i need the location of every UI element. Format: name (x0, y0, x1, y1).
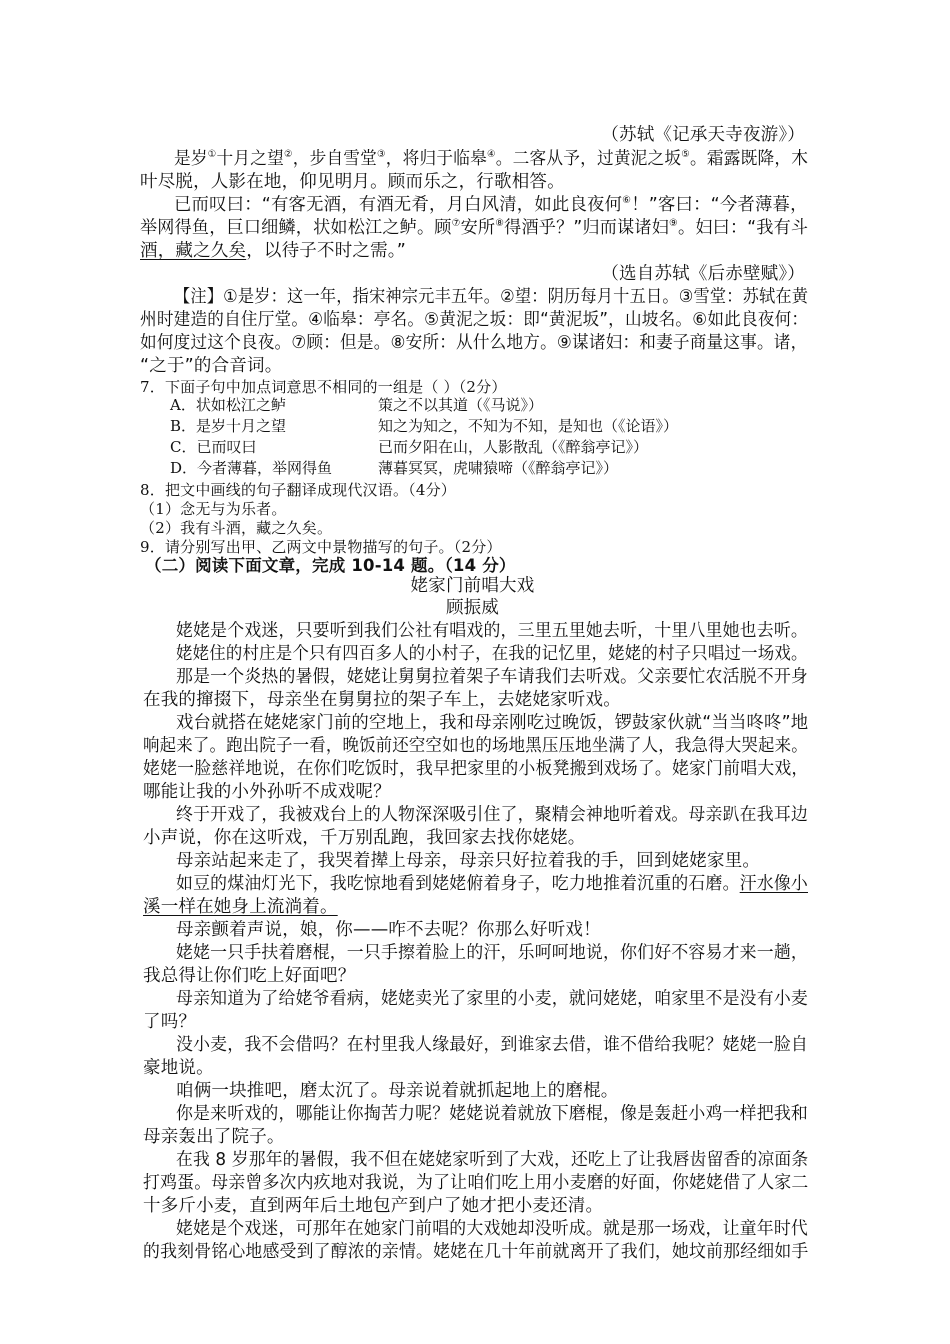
question-8-1: （1）念无与为乐者。 (140, 500, 287, 518)
q7-option-a-right: 策之不以其道（《马说》） (378, 396, 544, 414)
story-title: 姥家门前唱大戏 (410, 576, 535, 596)
notes-line: “之于”的合音词。 (140, 356, 283, 376)
story-line: 豪地说。 (143, 1058, 214, 1078)
q7-option-d-left: D．今者薄暮，举网得鱼 (170, 459, 333, 477)
story-line: 姥姥住的村庄是个只有四百多人的小村子，在我的记忆里，姥姥的村子只唱过一场戏。 (176, 644, 808, 664)
passage-b-line: 举网得鱼，巨口细鳞，状如松江之鲈。顾⑦安所⑧得酒乎？”归而谋诸妇⑨。妇曰：“我有斗 (140, 218, 809, 238)
underlined-sentence: 汗水像小 (739, 874, 808, 894)
story-line: 终于开戏了，我被戏台上的人物深深吸引住了，聚精会神地听着戏。母亲趴在我耳边 (176, 805, 808, 825)
story-line: 你是来听戏的，哪能让你掏苦力呢？姥姥说着就放下磨棍，像是轰赶小鸡一样把我和 (176, 1104, 808, 1124)
story-line: 十多斤小麦，直到两年后土地包产到户了她才把小麦还清。 (143, 1196, 604, 1216)
question-8-2: （2）我有斗酒，藏之久矣。 (140, 519, 333, 537)
question-9: 9．请分别写出甲、乙两文中景物描写的句子。（2分） (140, 538, 502, 556)
story-line: 的我刻骨铭心地感受到了醇浓的亲情。姥姥在几十年前就离开了我们，她坟前那经细如手 (143, 1242, 809, 1262)
q7-option-d-right: 薄暮冥冥，虎啸猿啼（《醉翁亭记》） (378, 459, 619, 477)
q7-option-c-left: C．已而叹曰 (170, 438, 257, 456)
story-line: 打鸡蛋。母亲曾多次内疚地对我说，为了让咱们吃上用小麦磨的好面，你姥姥借了人家二 (143, 1173, 809, 1193)
story-line: 母亲颤着声说，娘，你——咋不去呢？你那么好听戏！ (176, 920, 601, 940)
underlined-sentence: 酒，藏之久矣 (140, 241, 247, 261)
notes-line: 州时建造的自住厅堂。④临皋：亭名。⑤黄泥之坂：即“黄泥坂”，山坡名。⑥如此良夜何： (140, 310, 809, 330)
passage-b-line: 叶尽脱，人影在地，仰见明月。顾而乐之，行歌相答。 (140, 172, 565, 192)
passage-b-line: 是岁①十月之望②，步自雪堂③，将归于临皋④。二客从予，过黄泥之坂⑤。霜露既降，木 (174, 149, 809, 169)
story-line: 姥姥一只手扶着磨棍，一只手擦着脸上的汗，乐呵呵地说，你们好不容易才来一趟， (176, 943, 808, 963)
q7-option-a-left: A．状如松江之鲈 (170, 396, 286, 414)
question-8: 8．把文中画线的句子翻译成现代汉语。（4分） (140, 481, 456, 499)
story-author: 顾振威 (445, 598, 500, 618)
story-line: 如豆的煤油灯光下，我吃惊地看到姥姥俯着身子，吃力地推着沉重的石磨。汗水像小 (176, 874, 808, 894)
passage-b-line: 已而叹曰：“有客无酒，有酒无肴，月白风清，如此良夜何⑥！”客曰：“今者薄暮， (174, 195, 808, 215)
story-line: 咱俩一块推吧，磨太沉了。母亲说着就抓起地上的磨棍。 (176, 1081, 619, 1101)
story-line: 母亲知道为了给姥爷看病，姥姥卖光了家里的小麦，就问姥姥，咱家里不是没有小麦 (176, 989, 808, 1009)
story-line: 在我 8 岁那年的暑假，我不但在姥姥家听到了大戏，还吃上了让我唇齿留香的凉面条 (176, 1150, 809, 1170)
q7-option-c-right: 已而夕阳在山，人影散乱（《醉翁亭记》） (378, 438, 649, 456)
story-line: 小声说，你在这听戏，千万别乱跑，我回家去找你姥姥。 (143, 828, 586, 848)
story-line: 了吗？ (143, 1012, 197, 1032)
passage-a-source: （苏轼《记承天寺夜游》） (601, 125, 805, 145)
story-line: 母亲站起来走了，我哭着撵上母亲，母亲只好拉着我的手，回到姥姥家里。 (176, 851, 761, 871)
story-line: 哪能让我的小外孙听不成戏呢？ (143, 782, 391, 802)
story-line: 没小麦，我不会借吗？在村里我人缘最好，到谁家去借，谁不借给我呢？姥姥一脸自 (176, 1035, 808, 1055)
story-line: 戏台就搭在姥姥家门前的空地上，我和母亲刚吃过晚饭，锣鼓家伙就“当当咚咚”地 (176, 713, 809, 733)
passage-b-source: （选自苏轼《后赤壁赋》） (601, 264, 805, 284)
story-line: 响起来了。跑出院子一看，晚饭前还空空如也的场地黑压压地坐满了人，我急得大哭起来。 (143, 736, 808, 756)
story-line: 母亲轰出了院子。 (143, 1127, 285, 1147)
story-line: 那是一个炎热的暑假，姥姥让舅舅拉着架子车请我们去听戏。父亲要忙农活脱不开身 (176, 667, 808, 687)
q7-option-b-right: 知之为知之，不知为不知，是知也（《论语》） (378, 417, 679, 435)
passage-b-line: 酒，藏之久矣，以待子不时之需。” (140, 241, 407, 261)
section-2-heading: （二）阅读下面文章，完成 10-14 题。（14 分） (145, 556, 516, 575)
notes-line: 【注】①是岁：这一年，指宋神宗元丰五年。②望：阴历每月十五日。③雪堂：苏轼在黄 (174, 287, 809, 307)
story-line: 姥姥一脸慈祥地说，在你们吃饭时，我早把家里的小板凳搬到戏场了。姥家门前唱大戏， (143, 759, 809, 779)
story-line: 在我的撺掇下，母亲坐在舅舅拉的架子车上，去姥姥家听戏。 (143, 690, 621, 710)
story-line: 姥姥是个戏迷，只要听到我们公社有唱戏的，三里五里她去听，十里八里她也去听。 (176, 621, 808, 641)
q7-option-b-left: B．是岁十月之望 (170, 417, 287, 435)
notes-line: 如何度过这个良夜。⑦顾：但是。⑧安所：从什么地方。⑨谋诸妇：和妻子商量这事。诸， (140, 333, 808, 353)
story-line: 溪一样在她身上流淌着。 (143, 897, 338, 917)
question-7: 7．下面子句中加点词意思不相同的一组是（ ）（2分） (140, 378, 507, 396)
story-line: 姥姥是个戏迷，可那年在她家门前唱的大戏她却没听成。就是那一场戏，让童年时代 (176, 1219, 808, 1239)
story-line: 我总得让你们吃上好面吧？ (143, 966, 356, 986)
